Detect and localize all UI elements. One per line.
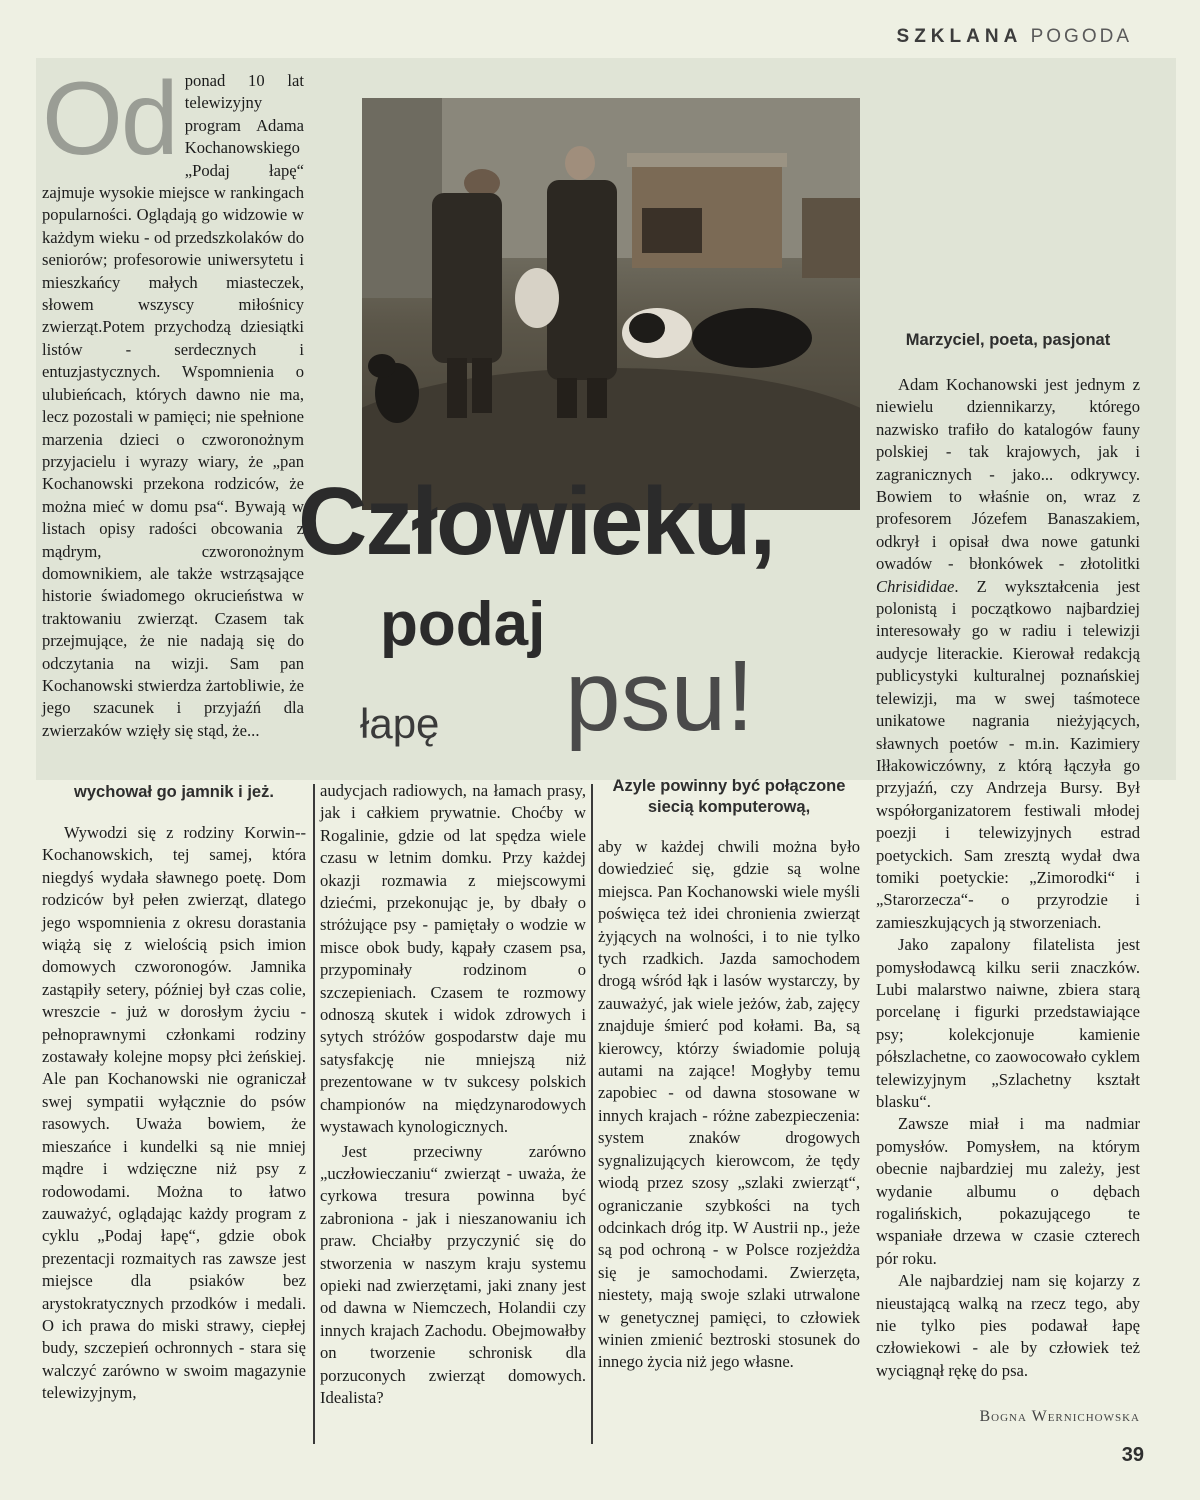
- photo-illustration: [362, 98, 860, 510]
- body-column-3: [598, 836, 860, 1374]
- column-3-paragraph: aby w każdej chwili można było dowiedzieć się, gdzie są wolne miejsca. Pan Kochanowski wiele myśli poświęca też idei chronienia zwierząt żyjących na wolności, i to nie tylko tych rzadkich. Jazda samochodem drogą wśród łąk i lasów wystarczy, by zauważyć, jak wiele jeżów, żab, zajęcy znajduje śmierć pod kołami. Ba, są kierowcy, którzy świadomie polują autami na zające! Mogłyby temu zapobiec - od dawna stosowane w innych krajach - różne zabezpieczenia: system znaków drogowych sygnalizujących kierowcom, że tędy wiodą przez szosy „szlaki zwierząt“, ograniczanie szybkości na tych odcinkach dróg itp. W Austrii np., jeże są pod ochroną - w Polsce rozjeżdża się je samochodami. Zwierzęta, niestety, mają swoje szlaki utrwalone w genetycznej pamięci, to człowiek winien zmienić beztroski stosunek do innego życia niż jego własne.: [598, 837, 860, 1372]
- title-line-3: psu!: [565, 640, 755, 752]
- column-2-paragraph-1: audycjach radiowych, na łamach prasy, jak i całkiem prywatnie. Choćby w Rogalinie, gdzie od lat spędza wiele czasu w letnim domku. Przy każdej okazji rozmawia z miejscowymi dziećmi, przekonując je, by dbały o stróżujące psy - pamiętały o wodzie w misce obok budy, kąpały czasem psa, przypominały rodzinom o szczepieniach. Czasem te rozmowy odnoszą skutek i widok zdrowych i sytych stróżów gospodarstw daje mu satysfakcję nie mniejszą niż prezentowane w tv sukcesy polskich championów na międzynarodowych wystawach kynologicznych.: [320, 781, 586, 1137]
- subhead-1: wychował go jamnik i jeż.: [74, 783, 274, 801]
- section-name-bold: SZKLANA: [896, 26, 1023, 47]
- subhead-3: Marzyciel, poeta, pasjonat: [905, 331, 1111, 349]
- column-4-paragraph-1: [876, 374, 1140, 934]
- subhead-2: Azyle powinny być połączone siecią komputerową,: [612, 777, 846, 816]
- column-4-paragraph-3: Zawsze miał i ma nadmiar pomysłów. Pomysłem, na którym obecnie najbardziej mu zależy, jest wydanie albumu o dębach rogalińskich, pokazującego te wspaniałe drzewa w czasie czterech pór roku.: [876, 1114, 1140, 1268]
- section-header: [897, 26, 1132, 48]
- page-number: 39: [1121, 1444, 1144, 1466]
- author-byline: Bogna Wernichowska: [979, 1408, 1140, 1425]
- column-2-paragraph-2: Jest przeciwny zarówno „uczłowieczaniu“ zwierząt - uważa, że cyrkowa tresura powinna być zabroniona - jak i nieszanowaniu ich praw. Chciałby przyczynić się do stworzenia w naszym kraju systemu opieki nad zwierzętami, jaki znany jest od dawna w Niemczech, Holandii czy innych krajach Zachodu. Obejmowałby on tworzenie schronisk dla porzuconych zwierząt domowych. Idealista?: [320, 1141, 586, 1407]
- body-column-4: [876, 374, 1140, 1382]
- column-rule-1: [313, 784, 315, 1444]
- article-photo: [362, 98, 860, 510]
- dropcap: Od: [42, 61, 177, 177]
- title-line-4: łapę: [360, 700, 440, 747]
- column-1-paragraph: Wywodzi się z rodziny Korwin--Kochanowskich, tej samej, która niegdyś wydała sławnego poetę. Dom rodziców był pełen zwierząt, dlatego jego wspomnienia z okresu dorastania wiążą się z wielością psich imion domowych czworonogów. Jamnika zastąpiły setery, później był czas colie, wreszcie - już w dorosłym życiu - pełnoprawnymi członkami rodziny zostawały kolejne mopsy płci żeńskiej. Ale pan Kochanowski nie ograniczał swej sympatii wyłącznie do psów rasowych. Uważa bowiem, że mieszańce i kundelki są nie mniej mądre i wdzięczne niż psy z rodowodami. Można to łatwo zauważyć, oglądając każdy program z cyklu „Podaj łapę“, gdzie obok prezentacji rozmaitych ras zawsze jest miejsce dla psiaków bez arystokratycznych przodków i medali. O ich prawa do miski strawy, ciepłej budy, szczepień ochronnych - stara się walczyć zarówno w swoim magazynie telewizyjnym,: [42, 823, 306, 1403]
- column-4-paragraph-2: Jako zapalony filatelista jest pomysłodawcą kilku serii znaczków. Lubi malarstwo naiwne, zbiera starą porcelanę i figurki przedstawiające psy; kolekcjonuje kamienie półszlachetne, co zaowocowało cyklem telewizyjnym „Szlachetny kształt blasku“.: [876, 935, 1140, 1111]
- column-rule-2: [591, 784, 593, 1444]
- body-column-2: [320, 780, 586, 1409]
- column-4-paragraph-4: Ale najbardziej nam się kojarzy z nieustającą walką na rzecz tego, aby nie tylko pies podawał łapę człowiekowi - ale by człowiek też wyciągnął rękę do psa.: [876, 1271, 1140, 1380]
- title-line-2: podaj: [380, 590, 546, 659]
- column-4-text-a: Adam Kochanowski jest jednym z niewielu dziennikarzy, którego nazwisko trafiło do katalogów fauny polskiej - tak krajowych, jak i zagranicznych - jako... odkrywcy. Bowiem to właśnie on, wraz z profesorem Józefem Banaszakiem, odkrył i opisał dwa nowe gatunki owadów - błonkówek - złotolitki: [876, 375, 1140, 574]
- intro-paragraph: ponad 10 lat telewizyjny program Adama Kochanowskiego „Podaj łapę“ zajmuje wysokie miejsce w rankingach popularności. Oglądają go widzowie w każdym wieku - od przedszkolaków do seniorów; profesorowie uniwersytetu i mieszkańcy małych miasteczek, słowem wszyscy miłośnicy zwierząt.Potem przychodzą dziesiątki listów - serdecznych i entuzjastycznych. Wspomnienia o ulubieńcach, których dawno nie ma, lecz pozostali w pamięci; nie spełnione marzenia dzieci o czworonożnym przyjacielu i wyrazy wiary, że „pan Kochanowski przekona rodziców, że można mieć w domu psa“. Bywają w listach opisy radości obcowania z mądrym, czworonożnym domownikiem, ale także wstrząsające historie świadomego okrucieństwa w traktowaniu zwierząt. Czasem tak przejmujące, że nie nadają się do odczytania na wizji. Sam pan Kochanowski stwierdza żartobliwie, że jego szacunek i przyjaźń dla zwierzaków wzięły się stąd, że...: [42, 71, 304, 740]
- section-name-light: POGODA: [1030, 26, 1132, 47]
- column-4-text-b: . Z wykształcenia jest polonistą i początkowo najbardziej interesowały go w radiu i telewizji audycje literackie. Kierował redakcją publicystyki kulturalnej poznańskiej telewizji, ma w swej taśmotece unikatowe nagrania nieżyjących, sławnych poetów - m.in. Kazimiery Iłłakowiczówny, z którą łączyła go przyjaźń, czy Andrzeja Bursy. Był współorganizatorem festiwali młodej poezji i telewizyjnych estrad poetyckich. Sam zresztą wydał dwa tomiki poetyckie: „Zimorodki“ i „Starorzecza“- o przyrodzie i zamieszkujących ją stworzeniach.: [876, 576, 1140, 932]
- body-column-1: [42, 822, 306, 1405]
- intro-column: [42, 61, 304, 742]
- species-name: Chrisididae: [876, 576, 955, 596]
- title-line-1: Człowieku,: [298, 468, 775, 575]
